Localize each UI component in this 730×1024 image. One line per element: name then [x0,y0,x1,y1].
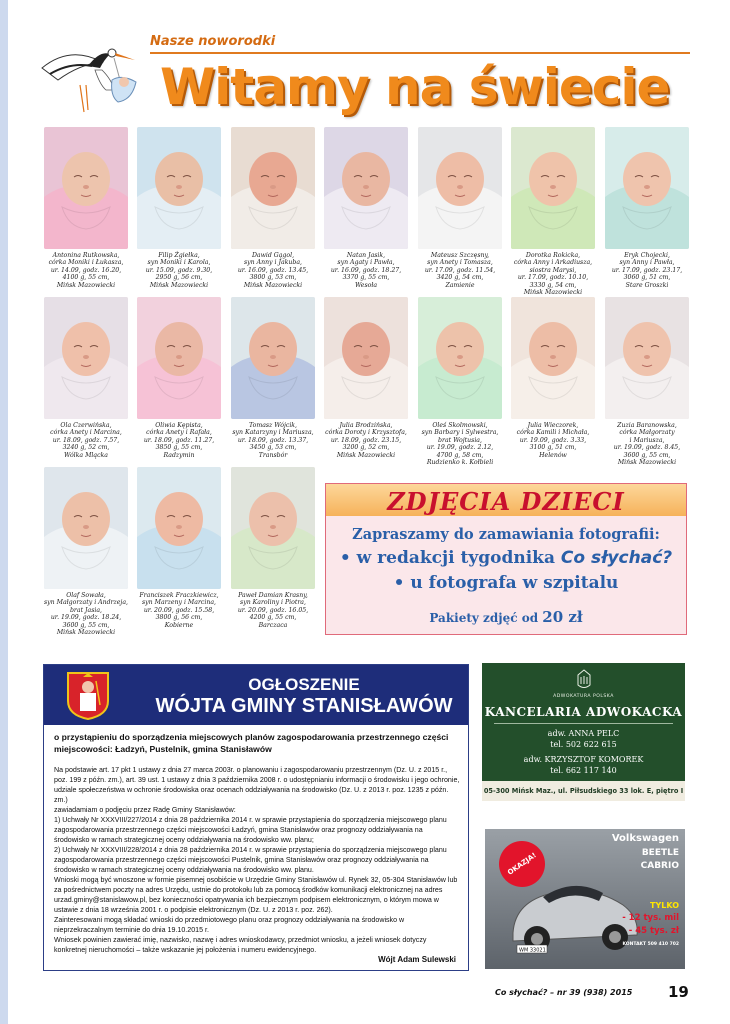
baby-caption-line: 3600 g, 55 cm, [623,451,671,459]
baby-card [231,467,315,629]
photo-order-line1: Zapraszamy do zamawiania fotografii: [352,526,660,543]
baby-caption-line: ur. 18.09, godz. 23.15, [330,436,402,444]
baby-caption-line: 4100 g, 55 cm, [62,274,110,282]
law-office-name: KANCELARIA ADWOKACKA [484,705,683,719]
baby-caption [324,252,408,289]
baby-card [418,127,502,289]
baby-caption-line: ur. 15.09, godz. 9.30, [145,266,213,274]
baby-caption-line: siostra Marysi, [529,266,577,274]
law-office-divider [494,723,673,724]
baby-caption-line: Mińsk Mazowiecki [243,281,303,289]
announcement-paragraph: 2) Uchwały Nr XXXVIII/228/2014 z dnia 28 października 2014 r. w sprawie przystąpienia do sporządzenia miejscowego planu zagospodarowania przestrzennego części miejscowości Pustelnik, gmina Stanisławów oraz prognozy oddziaływania na środowisko w ramach strategicznej oceny oddziaływania na środowisko ww. planu. [54,846,447,874]
baby-caption-line: Natan Jasik, [346,252,386,259]
photo-order-title: ZDJĘCIA DZIECI [387,487,625,516]
baby-photo [324,297,408,419]
announcement-body [54,765,460,955]
baby-caption [418,422,502,466]
baby-caption-line: córka Moniki i Łukasza, [48,259,124,267]
baby-caption-line: ur. 20.09, godz. 15.58, [143,606,215,614]
baby-photo [44,297,128,419]
baby-card [137,467,221,629]
baby-photo [605,127,689,249]
baby-caption-line: i Mariusza, [629,436,665,444]
baby-caption-line: brat Jasia, [69,606,103,614]
baby-caption-line: syn Anny i Pawła, [619,259,675,267]
baby-caption-line: Ola Czerwińska, [60,422,112,429]
baby-card [324,297,408,459]
baby-caption-line: ur. 14.09, godz. 16.20, [50,266,122,274]
baby-photo [137,467,221,589]
announcement-paragraph: 1) Uchwały Nr XXXVIII/227/2014 z dnia 28 października 2014 r. w sprawie przystąpienia do sporządzenia miejscowego planu zagospodarowania przestrzennego części miejscowości Ładzyń, gmina Stanisławów oraz prognozy oddziaływania na środowisko w ramach strategicznej oceny oddziaływania na środowisko ww. planu; [54,816,447,844]
baby-caption-line: ur. 19.09, godz. 2.12, [426,444,494,452]
baby-card [44,127,128,289]
baby-caption-line: syn Anny i Jakuba, [244,259,302,267]
baby-card [137,127,221,289]
lawyer2-name: adw. KRZYSZTOF KOMOREK [523,755,644,764]
baby-caption-line: Zamienie [445,281,475,289]
baby-card [605,127,689,289]
baby-caption-line: ur. 17.09, godz. 11.54, [424,266,496,274]
law-office-address: 05-300 Mińsk Maz., ul. Piłsudskiego 33 lok. E, piętro I [482,781,685,801]
baby-photo [231,127,315,249]
baby-caption [231,252,315,289]
bar-association-text: ADWOKATURA POLSKA [553,694,614,699]
baby-card [605,297,689,466]
lawyer2-phone: tel. 662 117 140 [550,766,617,775]
baby-caption-line: ur. 19.09, godz. 3.33, [519,436,587,444]
baby-caption [605,252,689,289]
baby-photo [324,127,408,249]
baby-caption-line: Mińsk Mazowiecki [617,459,677,467]
photo-order-line3: • u fotografa w szpitalu [393,573,619,593]
baby-caption-line: 3420 g, 54 cm, [436,274,484,282]
baby-caption-line: 3370 g, 55 cm, [342,274,390,282]
baby-caption-line: syn Moniki i Karola, [147,259,211,267]
baby-caption-line: Oliwia Kępista, [155,422,203,429]
baby-card [418,297,502,466]
announcement-title: OGŁOSZENIE [248,675,360,694]
baby-caption-line: 4200 g, 55 cm, [249,614,297,622]
baby-card [231,127,315,289]
baby-caption-line: syn Małgorzaty i Andrzeja, [44,599,129,607]
baby-caption-line: Tomasz Wójcik, [248,422,298,429]
baby-caption-line: ur. 20.09, godz. 16.05, [237,606,309,614]
baby-caption-line: Julia Wieczorek, [527,422,579,429]
baby-caption-line: ur. 18.09, godz. 7.57, [52,436,120,444]
baby-caption-line: ur. 19.09, godz. 18.24, [50,614,122,622]
baby-caption [605,422,689,466]
baby-caption [418,252,502,289]
baby-photo [511,127,595,249]
announcement-signature: Wójt Adam Sulewski [378,955,456,964]
car-ad [485,829,685,969]
deal-badge: OKAZJA! [490,832,554,896]
baby-caption [44,422,128,459]
baby-caption-line: Helenów [539,451,567,459]
baby-caption-line: Eryk Chojecki, [624,252,670,259]
baby-card [44,297,128,459]
baby-photo [231,297,315,419]
baby-caption-line: 3450 g, 53 cm, [249,444,297,452]
baby-card [511,127,595,296]
baby-caption-line: Olaf Sowała, [66,592,106,599]
page-number: 19 [668,983,689,1001]
stork-illustration [40,40,150,115]
announcement-subtitle: WÓJTA GMINY STANISŁAWÓW [155,695,453,717]
baby-caption-line: Wesoła [354,281,378,289]
baby-caption-line: 3600 g, 55 cm, [62,621,110,629]
baby-card [231,297,315,459]
baby-caption-line: 3800 g, 56 cm, [155,614,203,622]
baby-card [137,297,221,459]
baby-caption-line: Antonina Rutkowska, [52,252,120,259]
baby-caption [231,422,315,459]
baby-caption-line: Franciszek Fraczkiewicz, [139,592,219,599]
announcement-lead: o przystąpieniu do sporządzenia miejscowych planów zagospodarowania przestrzennego części miejscowości: Ładzyń, Pustelnik, gmina Stanisławów [54,732,449,754]
baby-caption-line: Julia Brodzińska, [339,422,393,429]
baby-caption-line: córka Kamili i Michała, [516,429,590,437]
coat-of-arms-icon [66,671,110,721]
baby-caption-line: Paweł Damian Krasny, [238,592,308,599]
baby-photo [44,127,128,249]
baby-caption-line: syn Anety i Tomasza, [427,259,493,267]
announcement-paragraph: Wnioski mogą być wnoszone w formie pisemnej osobiście w Urzędzie Gminy Stanisławów ul. Rynek 32, 05-304 Stanisławów lub za pośrednictwem poczty na adres Urzędu, ustnie do protokołu lub za pomocą środków komunikacji elektronicznej na adres urzad.gminy@stanislawow.pl, bez konieczności opatrywania ich bezpiecznym podpisem elektronicznym, o którym mowa w ustawie z dnia 18 września 2001 r. o podpisie elektronicznym (Dz. U. z 2013 r. poz. 262). [54,876,458,914]
baby-caption-line: Dorotka Rokicka, [525,252,581,259]
baby-caption-line: Filip Żgiełka, [158,252,200,259]
baby-caption-line: Transbór [258,451,288,459]
baby-caption-line: ur. 16.09, godz. 13.45, [237,266,309,274]
baby-caption-line: 3850 g, 55 cm, [155,444,203,452]
header-rule [150,52,690,54]
baby-caption-line: 3240 g, 52 cm, [62,444,110,452]
announcement-header [44,665,468,725]
baby-caption-line: Mińsk Mazowiecki [56,281,116,289]
baby-caption-line: 2950 g, 56 cm, [155,274,203,282]
section-tag: Nasze noworodki [150,34,276,49]
baby-caption-line: syn Agaty i Pawła, [337,259,395,267]
photo-order-price: Pakiety zdjęć od 20 zł [429,608,583,626]
baby-caption [137,252,221,289]
baby-card [44,467,128,636]
baby-caption-line: Radzymin [163,451,195,459]
baby-caption-line: 3330 g, 54 cm, [529,281,577,289]
page-title: Witamy na świecie [160,58,670,116]
baby-caption-line: Dawid Gągol, [251,252,295,259]
baby-caption-line: ur. 18.09, godz. 13.37, [237,436,309,444]
baby-photo [605,297,689,419]
baby-caption-line: Mińsk Mazowiecki [336,451,396,459]
baby-caption [324,422,408,459]
baby-caption [44,592,128,636]
baby-caption-line: 3800 g, 53 cm, [249,274,297,282]
baby-caption-line: córka Doroty i Krzysztofa, [325,429,407,437]
baby-caption-line: brat Wojtusia, [438,436,482,444]
announcement-paragraph: Wniosek powinien zawierać imię, nazwisko, nazwę i adres wnioskodawcy, przedmiot wniosku, a jeżeli wniosek dotyczy konkretnej nieruchomości – także wskazanie jej położenia i numeru ewidencyjnego. [54,936,427,954]
baby-caption [137,422,221,459]
photo-order-line2: • w redakcji tygodnika Co słychać? [339,548,673,568]
only-label: TYLKO [650,901,679,910]
baby-caption-line: 4700 g, 58 cm, [436,451,484,459]
baby-caption-line: Barczaca [258,621,288,629]
announcement-paragraph: Zainteresowani mogą składać wnioski do przedmiotowego planu oraz prognozy oddziaływania na środowisko w nieprzekraczalnym terminie do dnia 19.10.2015 r. [54,916,405,934]
car-variant: CABRIO [640,861,679,871]
left-margin-band [0,0,8,1024]
baby-caption-line: Stare Groszki [625,281,669,289]
baby-caption [137,592,221,629]
announcement-paragraph: Na podstawie art. 17 pkt 1 ustawy z dnia 27 marca 2003r. o planowaniu i zagospodarowaniu przestrzennym (Dz. U. z 2015 r., poz. 199 z późn. zm.), art. 39 ust. 1 ustawy z dnia 3 października 2008 r. o udostępnianiu informacji o środowisku i jego ochronie, udziale społeczeństwa w ochronie środowiska oraz ocenach oddziaływania na środowisko (Dz. U. z 2013 r. poz. 1235 z późn. zm.) [54,766,460,804]
baby-photo [511,297,595,419]
footer-magazine: Co słychać? – nr 39 (938) 2015 [495,988,633,997]
baby-caption-line: ur. 19.09, godz. 8.45, [613,444,681,452]
baby-caption-line: ur. 17.09, godz. 10.10, [517,274,589,282]
baby-caption-line: syn Karoliny i Piotra, [240,599,306,607]
lawyer1-phone: tel. 502 622 615 [550,740,617,749]
baby-caption-line: ur. 18.09, godz. 11.27, [143,436,215,444]
baby-caption-line: córka Anety i Rafała, [146,429,212,437]
mileage-label: - 12 tys. mil [622,913,679,923]
baby-caption [44,252,128,289]
baby-photo [44,467,128,589]
baby-caption-line: Zuzia Baranowska, [617,422,677,429]
baby-caption-line: ur. 16.09, godz. 18.27, [330,266,402,274]
baby-card [324,127,408,289]
baby-caption-line: syn Barbary i Sylwestra, [421,429,499,437]
baby-photo [418,127,502,249]
baby-caption-line: Wólka Mlącka [64,451,108,459]
baby-photo [418,297,502,419]
baby-caption-line: syn Katarzyny i Mariusza, [232,429,314,437]
lawyer1-name: adw. ANNA PELC [547,729,620,738]
baby-photo [137,127,221,249]
baby-caption-line: 3100 g, 51 cm, [529,444,577,452]
baby-caption-line: ur. 17.09, godz. 23.17, [611,266,683,274]
baby-caption-line: Kobierne [164,621,194,629]
license-plate: WM 33021 [519,947,546,954]
announcement-paragraph: zawiadamiam o podjęciu przez Radę Gminy Stanisławów: [54,806,236,814]
baby-caption-line: Mateusz Szczęsny, [430,252,490,259]
price-label: - 45 tys. zł [628,926,679,936]
magazine-brand: Co słychać? [560,548,673,568]
baby-caption-line: Rudzienko k. Kołbieli [426,459,494,467]
contact-label: KONTAKT 509 410 702 [622,942,679,947]
car-brand: Volkswagen [611,833,679,844]
baby-caption-line: córka Anny i Arkadiusza, [513,259,593,267]
baby-caption-line: córka Małgorzaty [619,429,675,437]
baby-caption-line: 3060 g, 51 cm, [623,274,671,282]
announcement-box [43,664,469,971]
baby-caption [511,252,595,296]
car-model: BEETLE [641,848,679,858]
photo-order-box [325,483,687,635]
baby-caption-line: córka Anety i Marcina, [50,429,122,437]
baby-caption-line: syn Marzeny i Marcina, [142,599,216,607]
baby-caption [231,592,315,629]
baby-caption-line: 3200 g, 52 cm, [342,444,390,452]
baby-caption-line: Oleś Skolmowski, [432,422,488,429]
baby-caption-line: Mińsk Mazowiecki [149,281,209,289]
baby-caption [511,422,595,459]
law-office-ad [482,663,685,801]
bar-association-logo-icon [576,669,592,691]
baby-caption-line: Mińsk Mazowiecki [523,289,583,297]
baby-card [511,297,595,459]
baby-photo [231,467,315,589]
baby-photo [137,297,221,419]
baby-caption-line: Mińsk Mazowiecki [56,629,116,637]
